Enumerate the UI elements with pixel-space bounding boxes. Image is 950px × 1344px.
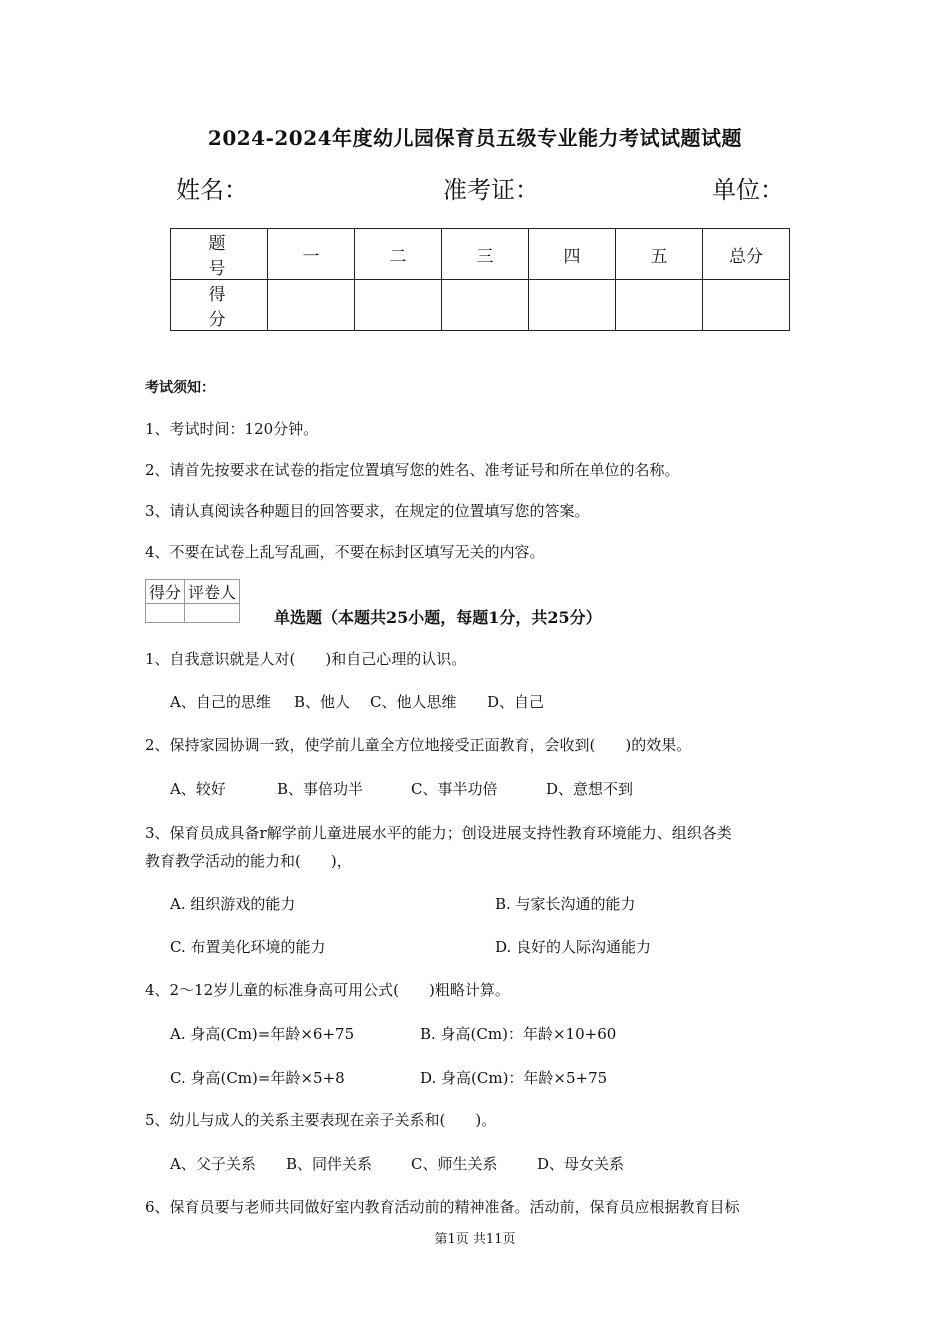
grader-score-cell[interactable] xyxy=(146,604,185,623)
option: B、同伴关系 xyxy=(286,1155,373,1173)
question-stem: 1、自我意识就是人对( )和自己心理的认识。 xyxy=(145,650,467,668)
option: C. 身高(Cm)=年龄×5+8 xyxy=(170,1069,345,1087)
score-table-header-cell: 三 xyxy=(442,229,529,280)
page-title: 2024-2024年度幼儿园保育员五级专业能力考试试题试题 xyxy=(207,126,743,150)
option: C、事半功倍 xyxy=(411,780,498,798)
option: D、自己 xyxy=(487,693,545,711)
option: B. 身高(Cm)：年龄×10+60 xyxy=(420,1025,617,1043)
question-stem: 4、2～12岁儿童的标准身高可用公式( )粗略计算。 xyxy=(145,981,510,999)
score-cell[interactable] xyxy=(616,280,703,331)
question-stem: 3、保育员成具备r解学前儿童进展水平的能力；创设进展支持性教育环境能力、组织各类 xyxy=(145,824,732,842)
option: B、他人 xyxy=(294,693,351,711)
option: A. 组织游戏的能力 xyxy=(170,895,296,913)
notice-item: 4、不要在试卷上乱写乱画，不要在标封区填写无关的内容。 xyxy=(145,543,545,561)
score-table-score-row xyxy=(171,280,790,331)
score-cell[interactable] xyxy=(268,280,355,331)
exam-number-field-label: 准考证： xyxy=(443,176,539,204)
score-row-label: 得 分 xyxy=(171,280,268,331)
grader-score-label: 得分 xyxy=(146,580,185,604)
option: B. 与家长沟通的能力 xyxy=(495,895,636,913)
score-table xyxy=(170,228,790,331)
notice-item: 2、请首先按要求在试卷的指定位置填写您的姓名、准考证号和所在单位的名称。 xyxy=(145,461,680,479)
score-table-header-cell: 总分 xyxy=(703,229,790,280)
score-table-header-row xyxy=(171,229,790,280)
grader-table xyxy=(145,579,240,623)
score-table-header-cell: 一 xyxy=(268,229,355,280)
question-stem-continued: 教育教学活动的能力和( )， xyxy=(145,852,352,870)
option: C、师生关系 xyxy=(411,1155,498,1173)
score-cell[interactable] xyxy=(529,280,616,331)
option: D. 身高(Cm)：年龄×5+75 xyxy=(420,1069,608,1087)
score-table-header-cell: 四 xyxy=(529,229,616,280)
score-table-header-cell: 题 号 xyxy=(171,229,268,280)
notice-heading: 考试须知： xyxy=(145,380,215,396)
unit-field-label: 单位： xyxy=(712,176,784,204)
option: C、他人思维 xyxy=(370,693,457,711)
option: D、母女关系 xyxy=(537,1155,625,1173)
option: A、自己的思维 xyxy=(170,693,271,711)
option: B、事倍功半 xyxy=(277,780,364,798)
option: A、较好 xyxy=(170,780,226,798)
score-cell[interactable] xyxy=(703,280,790,331)
score-cell[interactable] xyxy=(442,280,529,331)
page-footer: 第1页 共11页 xyxy=(434,1232,516,1247)
name-field-label: 姓名： xyxy=(176,176,248,204)
score-table-header-cell: 二 xyxy=(355,229,442,280)
question-stem: 5、幼儿与成人的关系主要表现在亲子关系和( )。 xyxy=(145,1111,497,1129)
score-cell[interactable] xyxy=(355,280,442,331)
option: D、意想不到 xyxy=(546,780,634,798)
grader-name-cell[interactable] xyxy=(185,604,240,623)
question-stem: 6、保育员要与老师共同做好室内教育活动前的精神准备。活动前，保育员应根据教育目标 xyxy=(145,1198,740,1216)
option: C. 布置美化环境的能力 xyxy=(170,938,326,956)
section-title: 单选题（本题共25小题，每题1分，共25分） xyxy=(274,608,602,627)
notice-item: 1、考试时间：120分钟。 xyxy=(145,420,319,438)
score-table-header-cell: 五 xyxy=(616,229,703,280)
question-stem: 2、保持家园协调一致，使学前儿童全方位地接受正面教育，会收到( )的效果。 xyxy=(145,736,692,754)
option: A、父子关系 xyxy=(170,1155,256,1173)
option: A. 身高(Cm)=年龄×6+75 xyxy=(170,1025,355,1043)
notice-item: 3、请认真阅读各种题目的回答要求，在规定的位置填写您的答案。 xyxy=(145,502,590,520)
grader-name-label: 评卷人 xyxy=(185,580,240,604)
option: D. 良好的人际沟通能力 xyxy=(495,938,652,956)
